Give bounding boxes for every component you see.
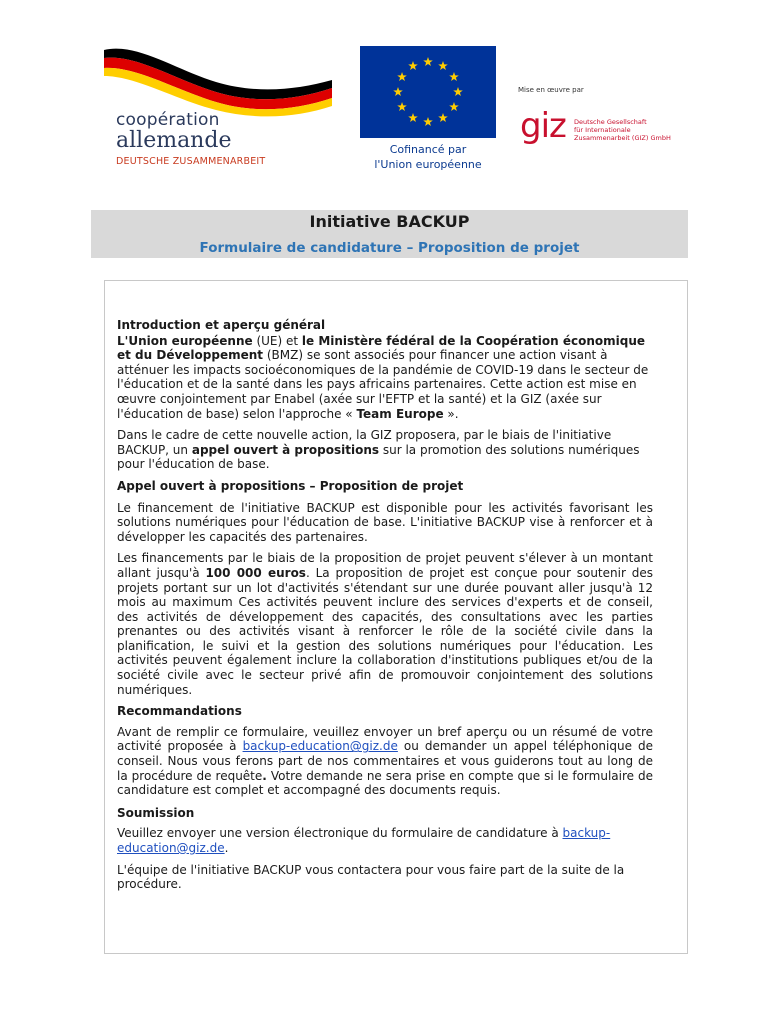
giz-description bbox=[574, 118, 671, 142]
text-bold: . bbox=[262, 768, 267, 783]
submission-paragraph-2: L'équipe de l'initiative BACKUP vous contactera pour vous faire part de la suite de la procédure. bbox=[117, 862, 625, 892]
submission-heading: Soumission bbox=[117, 805, 195, 820]
eu-caption-line-1: Cofinancé par bbox=[389, 143, 467, 156]
eu-cofunded-logo bbox=[360, 46, 496, 178]
text-bold: appel ouvert à propositions bbox=[191, 442, 380, 457]
german-flag-ribbon-icon bbox=[96, 40, 336, 120]
text: Les financements par le biais de la proposition de projet peuvent s'élever à un montant allant jusqu'à bbox=[117, 551, 653, 580]
text-bold: L'Union européenne bbox=[117, 333, 253, 348]
giz-desc-line-1: Deutsche Gesellschaft bbox=[574, 118, 647, 126]
email-link[interactable]: backup-education@giz.de bbox=[242, 739, 398, 754]
giz-desc-line-2: für Internationale bbox=[574, 126, 631, 134]
text-bold: le Ministère fédéral de la Coopération économique et du Développement bbox=[117, 333, 645, 363]
eu-caption-line-2: l'Union européenne bbox=[374, 158, 482, 171]
giz-mise-en-oeuvre: Mise en œuvre par bbox=[518, 86, 584, 94]
text: Votre demande ne sera prise en compte que si le formulaire de candidature est complet et accompagné des documents requis. bbox=[117, 768, 653, 798]
text: (UE) et bbox=[252, 333, 302, 348]
text: ». bbox=[443, 406, 459, 421]
reco-heading: Recommandations bbox=[117, 704, 242, 719]
text: . La proposition de projet est conçue pour soutenir des projets portant sur un lot d'activités s'étendant sur une durée pouvant aller jusqu'à 12 mois au maximum Ces activités peuvent inclure des services d'experts et de conseil, des activités de développement des capacités, des consultations avec les parties prenantes ou des activités visant à renforcer le rôle de la société civile dans la planification, le suivi et la gestion des solutions numériques pour l'éducation. Les activités peuvent également inclure la collaboration d'institutions publiques et/ou de la société civile avec le secteur privé afin de promouvoir conjointement des solutions numériques. bbox=[117, 565, 653, 697]
intro-paragraph-1 bbox=[117, 334, 653, 422]
reco-paragraph bbox=[117, 725, 653, 798]
intro-paragraph-2 bbox=[117, 428, 653, 472]
giz-wordmark: giz bbox=[520, 106, 566, 146]
call-paragraph-1: Le financement de l'initiative BACKUP est disponible pour les activités favorisant les solutions numériques pour l'éducation de base. L'initiative BACKUP vise à renforcer et à développer les capacités des partenaires. bbox=[117, 500, 653, 544]
giz-logo bbox=[518, 86, 688, 156]
text: Dans le cadre de cette nouvelle action, la GIZ proposera, par le biais de l'initiative BACKUP, un bbox=[117, 428, 612, 457]
text: (BMZ) se sont associés pour financer une action visant à atténuer les impacts socioéconomiques de la pandémie de COVID-19 dans le secteur de l'éducation et de la santé dans les pays africains partenaires. Cette action est mise en œuvre conjointement par Enabel (axée sur l'EFTP et la santé) et la GIZ (axée sur l'éducation de base) selon l'approche « bbox=[117, 348, 649, 421]
email-link[interactable]: backup-education@giz.de bbox=[117, 826, 611, 855]
page-title: Initiative BACKUP bbox=[309, 212, 470, 231]
logo-header bbox=[0, 0, 770, 195]
text: ou demander un appel téléphonique de conseil. Nous vous ferons part de nos commentaires et vous guiderons tout au long de la procédure de requête bbox=[117, 739, 653, 783]
content-body bbox=[117, 318, 653, 899]
giz-desc-line-3: Zusammenarbeit (GIZ) GmbH bbox=[574, 134, 671, 142]
submission-paragraph-1 bbox=[117, 826, 653, 855]
text: Veuillez envoyer une version électronique du formulaire de candidature à bbox=[117, 826, 563, 841]
text: . bbox=[224, 841, 229, 855]
text-bold: 100 000 euros bbox=[205, 565, 306, 580]
intro-heading: Introduction et aperçu général bbox=[117, 318, 326, 332]
coop-line-2: allemande bbox=[116, 128, 232, 153]
call-paragraph-2 bbox=[117, 551, 653, 697]
text-bold: Team Europe bbox=[356, 406, 444, 421]
eu-flag-icon bbox=[360, 46, 496, 138]
call-heading: Appel ouvert à propositions – Proposition de projet bbox=[117, 478, 464, 493]
title-band bbox=[91, 210, 688, 258]
eu-caption bbox=[360, 142, 496, 172]
coop-line-3: DEUTSCHE ZUSAMMENARBEIT bbox=[116, 156, 266, 167]
text: Avant de remplir ce formulaire, veuillez envoyer un bref aperçu ou un résumé de votre activité proposée à bbox=[117, 724, 653, 754]
page-subtitle: Formulaire de candidature – Proposition de projet bbox=[199, 240, 580, 256]
text: sur la promotion des solutions numériques pour l'éducation de base. bbox=[117, 442, 640, 472]
cooperation-allemande-logo bbox=[96, 40, 336, 175]
coop-line-1: coopération bbox=[116, 110, 220, 130]
